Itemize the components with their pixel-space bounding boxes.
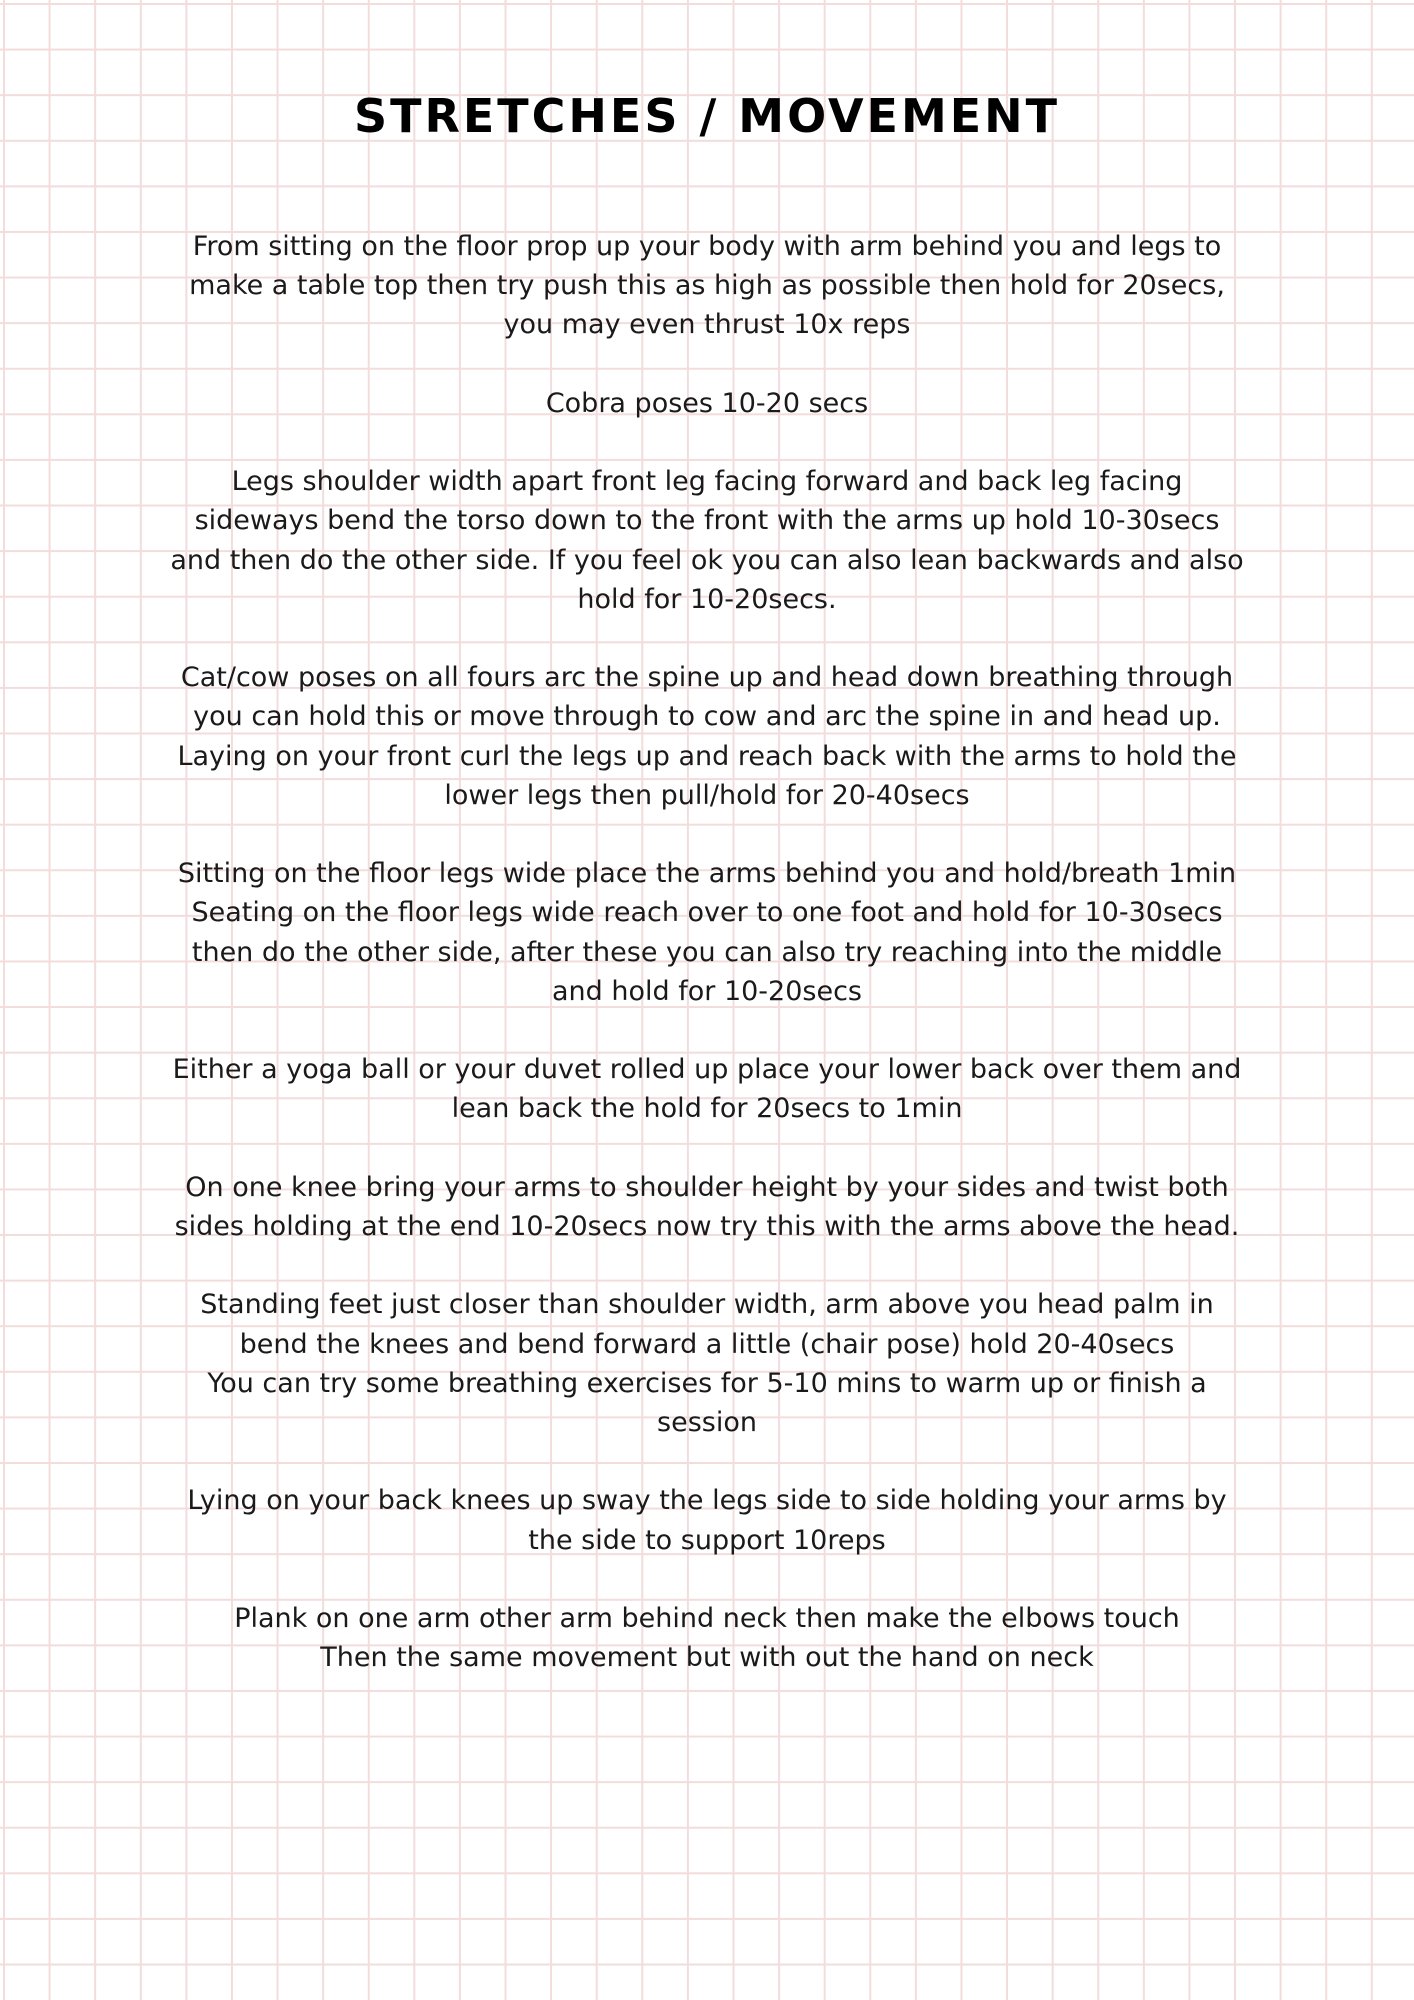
exercise-line: and hold for 10-20secs bbox=[552, 975, 862, 1007]
exercise-paragraph bbox=[135, 1481, 1279, 1559]
exercise-paragraph bbox=[135, 658, 1279, 815]
exercise-paragraph bbox=[135, 854, 1279, 1011]
exercise-paragraph bbox=[135, 1599, 1279, 1677]
exercise-line: Lying on your back knees up sway the legs side to side holding your arms by bbox=[187, 1485, 1227, 1517]
exercise-line: lower legs then pull/hold for 20-40secs bbox=[444, 779, 970, 811]
exercise-paragraph bbox=[135, 1285, 1279, 1442]
exercise-paragraph bbox=[135, 462, 1279, 619]
exercise-line: sideways bend the torso down to the front with the arms up hold 10-30secs bbox=[194, 505, 1220, 537]
exercise-line: session bbox=[657, 1406, 757, 1438]
page-title: STRETCHES / MOVEMENT bbox=[353, 89, 1061, 143]
exercise-line: Seating on the floor legs wide reach over to one foot and hold for 10-30secs bbox=[191, 897, 1223, 929]
exercise-paragraph bbox=[135, 1168, 1279, 1246]
exercise-line: From sitting on the floor prop up your body with arm behind you and legs to bbox=[192, 231, 1222, 262]
exercise-line: lean back the hold for 20secs to 1min bbox=[451, 1093, 963, 1125]
exercise-line: Plank on one arm other arm behind neck then make the elbows touch bbox=[234, 1602, 1180, 1634]
exercise-line: and then do the other side. If you feel ok you can also lean backwards and also bbox=[170, 544, 1244, 576]
exercise-line: then do the other side, after these you can also try reaching into the middle bbox=[191, 936, 1223, 968]
exercise-line: you may even thrust 10x reps bbox=[503, 309, 911, 341]
exercise-paragraph bbox=[135, 1050, 1279, 1128]
exercise-line: Legs shoulder width apart front leg facing forward and back leg facing bbox=[231, 466, 1183, 498]
exercise-paragraph bbox=[135, 227, 1279, 345]
exercise-line: On one knee bring your arms to shoulder height by your sides and twist both bbox=[185, 1171, 1229, 1203]
exercise-line: you can hold this or move through to cow and arc the spine in and head up. bbox=[193, 701, 1221, 733]
exercise-line: Cat/cow poses on all fours arc the spine up and head down breathing through bbox=[180, 662, 1234, 694]
exercise-line: Standing feet just closer than shoulder width, arm above you head palm in bbox=[200, 1289, 1214, 1321]
exercise-line: hold for 10-20secs. bbox=[577, 583, 837, 615]
exercise-line: make a table top then try push this as high as possible then hold for 20secs, bbox=[189, 270, 1225, 302]
exercise-line: You can try some breathing exercises for 5-10 mins to warm up or finish a bbox=[207, 1367, 1207, 1399]
exercise-line: Laying on your front curl the legs up and reach back with the arms to hold the bbox=[177, 740, 1237, 772]
exercise-list bbox=[135, 227, 1279, 1717]
exercise-paragraph bbox=[135, 384, 1279, 423]
exercise-line: Either a yoga ball or your duvet rolled up place your lower back over them and bbox=[172, 1054, 1242, 1086]
exercise-line: sides holding at the end 10-20secs now try this with the arms above the head. bbox=[174, 1210, 1240, 1242]
exercise-line: Sitting on the floor legs wide place the arms behind you and hold/breath 1min bbox=[177, 858, 1237, 890]
exercise-line: bend the knees and bend forward a little (chair pose) hold 20-40secs bbox=[239, 1328, 1175, 1360]
exercise-line: Then the same movement but with out the hand on neck bbox=[320, 1642, 1094, 1674]
exercise-line: the side to support 10reps bbox=[528, 1524, 886, 1556]
exercise-line: Cobra poses 10-20 secs bbox=[545, 387, 869, 419]
